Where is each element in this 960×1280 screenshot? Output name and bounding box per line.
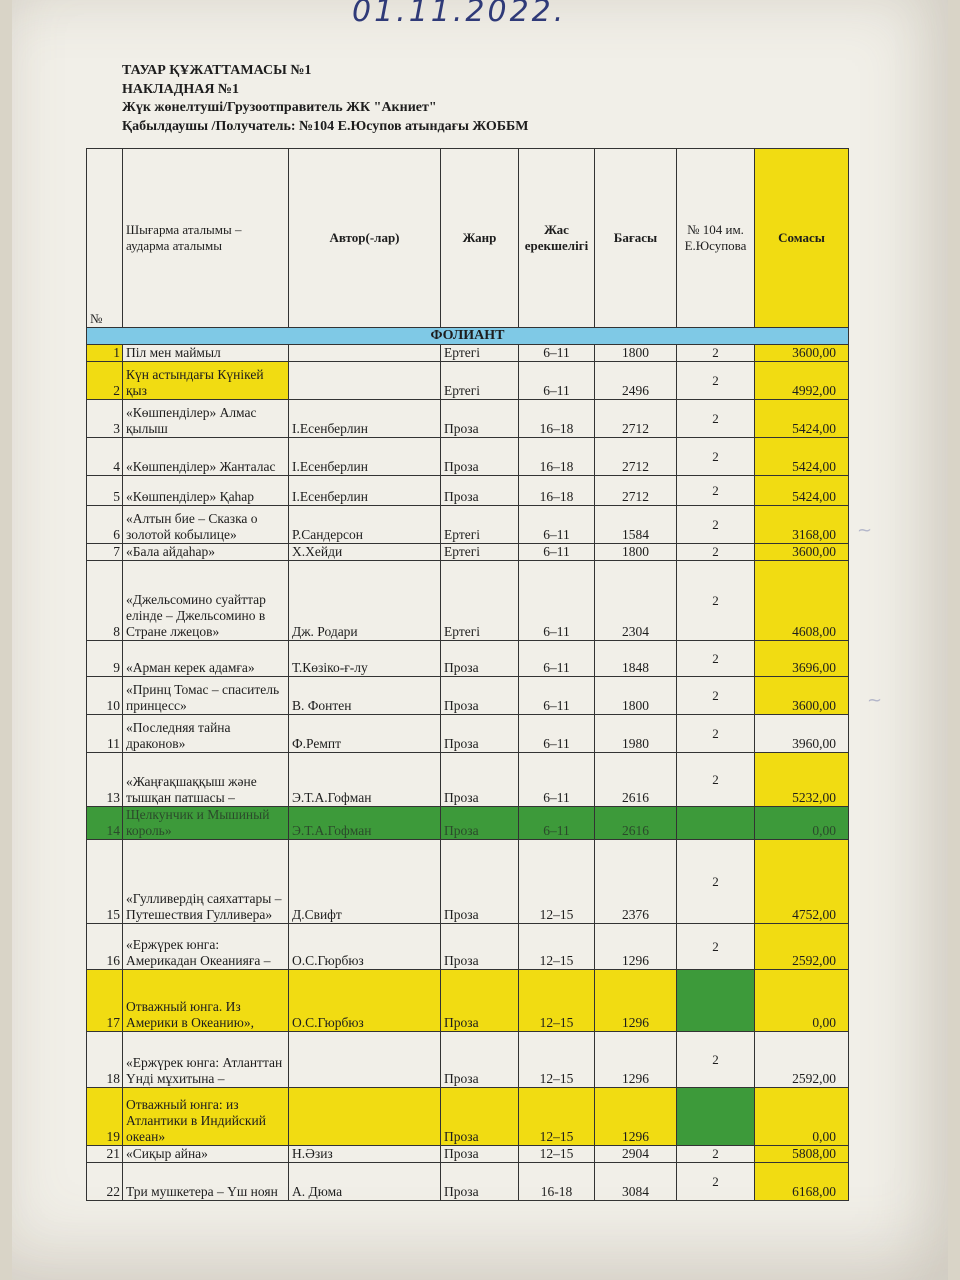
cell-genre: Ертегі [441,362,519,400]
table-row [87,641,849,677]
cell-n: 18 [87,1032,123,1088]
cell-qty: 2 [677,840,755,924]
cell-age: 6–11 [519,362,595,400]
cell-age: 16–18 [519,400,595,438]
cell-title: Отважный юнга. Из Америки в Океанию», [123,970,289,1032]
cell-sum: 3600,00 [755,677,849,715]
cell-title: «Ержүрек юнга: Атланттан Үнді мұхитына – [123,1032,289,1088]
cell-n: 7 [87,544,123,561]
cell-n: 4 [87,438,123,476]
cell-author: І.Есенберлин [289,400,441,438]
cell-sum: 3168,00 [755,506,849,544]
cell-n: 6 [87,506,123,544]
cell-qty: 2 [677,715,755,753]
table-header-row [87,149,849,328]
cell-price: 2712 [595,438,677,476]
cell-age: 12–15 [519,1032,595,1088]
cell-genre: Ертегі [441,506,519,544]
cell-age: 16-18 [519,1163,595,1201]
invoice-table-wrap [86,148,848,1201]
cell-price: 2496 [595,362,677,400]
table-body [87,328,849,1201]
cell-sum: 2592,00 [755,1032,849,1088]
col-author: Автор(-лар) [289,149,441,328]
cell-sum: 5424,00 [755,476,849,506]
cell-sum: 4752,00 [755,840,849,924]
cell-sum: 4608,00 [755,561,849,641]
section-row [87,328,849,345]
col-school: № 104 им. Е.Юсупова [677,149,755,328]
section-label: ФОЛИАНТ [87,328,849,345]
cell-price: 1296 [595,1032,677,1088]
cell-title: Піл мен маймыл [123,345,289,362]
cell-price: 1848 [595,641,677,677]
header-sender: Жүк жөнелтуші/Грузоотправитель ЖК "Акниет" [122,100,437,115]
cell-n: 16 [87,924,123,970]
cell-n: 2 [87,362,123,400]
cell-genre: Проза [441,641,519,677]
cell-title: «Гулливердің саяхаттары – Путешествия Гулливера» [123,840,289,924]
invoice-table [86,148,849,1201]
cell-author: Э.Т.А.Гофман [289,753,441,807]
col-num: № [87,149,123,328]
cell-author [289,345,441,362]
cell-genre: Проза [441,1088,519,1146]
cell-title: «Көшпенділер» Қаһар [123,476,289,506]
cell-author: Д.Свифт [289,840,441,924]
cell-age: 12–15 [519,1088,595,1146]
table-row [87,970,849,1032]
cell-genre: Ертегі [441,544,519,561]
cell-sum: 3960,00 [755,715,849,753]
pencil-mark: ~ [867,690,883,711]
cell-genre: Проза [441,753,519,807]
cell-sum: 0,00 [755,1088,849,1146]
cell-n: 11 [87,715,123,753]
cell-price: 2712 [595,400,677,438]
cell-price: 2712 [595,476,677,506]
pencil-mark: ~ [857,520,873,541]
cell-title: «Арман керек адамға» [123,641,289,677]
cell-age: 6–11 [519,807,595,840]
cell-genre: Проза [441,1032,519,1088]
table-row [87,1088,849,1146]
cell-sum: 5808,00 [755,1146,849,1163]
cell-author: О.С.Гюрбюз [289,924,441,970]
table-row [87,544,849,561]
col-title: Шығарма аталымы – аударма аталымы [123,149,289,328]
cell-qty [677,807,755,840]
cell-author: І.Есенберлин [289,476,441,506]
col-age: Жас ерекшелігі [519,149,595,328]
cell-title: Три мушкетера – Үш ноян [123,1163,289,1201]
table-row [87,438,849,476]
cell-sum: 5424,00 [755,438,849,476]
col-sum: Сомасы [755,149,849,328]
cell-n: 14 [87,807,123,840]
cell-author: Дж. Родари [289,561,441,641]
cell-sum: 0,00 [755,807,849,840]
cell-genre: Проза [441,1146,519,1163]
header-title-kz: ТАУАР ҚҰЖАТТАМАСЫ №1 [122,63,312,78]
cell-sum: 5424,00 [755,400,849,438]
cell-sum: 2592,00 [755,924,849,970]
cell-age: 12–15 [519,840,595,924]
cell-n: 21 [87,1146,123,1163]
cell-qty: 2 [677,924,755,970]
cell-genre: Проза [441,438,519,476]
cell-genre: Проза [441,400,519,438]
cell-qty: 2 [677,753,755,807]
cell-price: 1800 [595,677,677,715]
table-row [87,362,849,400]
cell-genre: Проза [441,476,519,506]
cell-price: 1800 [595,345,677,362]
cell-age: 16–18 [519,438,595,476]
cell-author: Н.Әзиз [289,1146,441,1163]
table-row [87,400,849,438]
cell-title: «Сиқыр айна» [123,1146,289,1163]
cell-title: «Алтын бие – Сказка о золотой кобылице» [123,506,289,544]
table-row [87,807,849,840]
cell-sum: 6168,00 [755,1163,849,1201]
cell-genre: Ертегі [441,561,519,641]
cell-qty: 2 [677,1032,755,1088]
cell-qty: 2 [677,345,755,362]
cell-price: 1296 [595,970,677,1032]
cell-price: 1980 [595,715,677,753]
cell-price: 2376 [595,840,677,924]
cell-age: 6–11 [519,715,595,753]
cell-price: 1800 [595,544,677,561]
cell-genre: Проза [441,677,519,715]
cell-author: Р.Сандерсон [289,506,441,544]
cell-title: «Көшпенділер» Алмас қылыш [123,400,289,438]
col-price: Бағасы [595,149,677,328]
cell-n: 10 [87,677,123,715]
table-row [87,840,849,924]
cell-author: А. Дюма [289,1163,441,1201]
cell-price: 2304 [595,561,677,641]
cell-qty: 2 [677,438,755,476]
cell-n: 13 [87,753,123,807]
cell-author [289,1088,441,1146]
cell-n: 5 [87,476,123,506]
cell-genre: Ертегі [441,345,519,362]
cell-qty: 2 [677,544,755,561]
cell-author: Ф.Ремпт [289,715,441,753]
cell-genre: Проза [441,924,519,970]
cell-title: «Последняя тайна драконов» [123,715,289,753]
table-row [87,1163,849,1201]
cell-genre: Проза [441,807,519,840]
cell-title: «Жаңғақшаққыш және тышқан патшасы – [123,753,289,807]
cell-sum: 5232,00 [755,753,849,807]
cell-title: Щелкунчик и Мышиный король» [123,807,289,840]
cell-n: 8 [87,561,123,641]
cell-n: 17 [87,970,123,1032]
cell-sum: 4992,00 [755,362,849,400]
cell-age: 12–15 [519,924,595,970]
cell-sum: 3600,00 [755,345,849,362]
cell-qty: 2 [677,506,755,544]
cell-n: 1 [87,345,123,362]
cell-qty: 2 [677,1163,755,1201]
cell-qty: 2 [677,1146,755,1163]
cell-title: «Принц Томас – спаситель принцесс» [123,677,289,715]
cell-age: 6–11 [519,677,595,715]
cell-n: 9 [87,641,123,677]
cell-author [289,362,441,400]
cell-sum: 3696,00 [755,641,849,677]
cell-price: 2616 [595,753,677,807]
cell-author: В. Фонтен [289,677,441,715]
cell-n: 19 [87,1088,123,1146]
table-row [87,1146,849,1163]
cell-n: 22 [87,1163,123,1201]
cell-price: 3084 [595,1163,677,1201]
cell-sum: 3600,00 [755,544,849,561]
cell-age: 6–11 [519,641,595,677]
table-row [87,506,849,544]
cell-age: 6–11 [519,345,595,362]
cell-age: 12–15 [519,970,595,1032]
cell-genre: Проза [441,840,519,924]
cell-price: 2616 [595,807,677,840]
table-row [87,753,849,807]
cell-genre: Проза [441,1163,519,1201]
cell-qty: 2 [677,476,755,506]
cell-title: «Көшпенділер» Жанталас [123,438,289,476]
cell-n: 3 [87,400,123,438]
cell-age: 6–11 [519,561,595,641]
cell-n: 15 [87,840,123,924]
handwritten-date: 01.11.2022. [352,0,567,29]
cell-qty: 2 [677,561,755,641]
cell-price: 1296 [595,924,677,970]
cell-author: О.С.Гюрбюз [289,970,441,1032]
table-row [87,924,849,970]
cell-sum: 0,00 [755,970,849,1032]
cell-qty: 2 [677,677,755,715]
cell-title: «Бала айдаһар» [123,544,289,561]
table-row [87,476,849,506]
cell-author: Т.Көзіко-ғ-лу [289,641,441,677]
cell-genre: Проза [441,715,519,753]
cell-age: 16–18 [519,476,595,506]
table-row [87,715,849,753]
col-genre: Жанр [441,149,519,328]
cell-author: Х.Хейди [289,544,441,561]
cell-author: І.Есенберлин [289,438,441,476]
cell-author [289,1032,441,1088]
cell-qty: 2 [677,362,755,400]
cell-price: 1584 [595,506,677,544]
table-row [87,1032,849,1088]
cell-title: «Джельсомино суайттар елінде – Джельсомино в Стране лжецов» [123,561,289,641]
cell-title: Отважный юнга: из Атлантики в Индийский океан» [123,1088,289,1146]
cell-price: 2904 [595,1146,677,1163]
cell-qty [677,1088,755,1146]
cell-qty [677,970,755,1032]
cell-author: Э.Т.А.Гофман [289,807,441,840]
cell-price: 1296 [595,1088,677,1146]
cell-title: Күн астындағы Күнікей қыз [123,362,289,400]
cell-age: 12–15 [519,1146,595,1163]
cell-genre: Проза [441,970,519,1032]
cell-age: 6–11 [519,753,595,807]
table-row [87,677,849,715]
cell-age: 6–11 [519,544,595,561]
cell-qty: 2 [677,641,755,677]
header-title-ru: НАКЛАДНАЯ №1 [122,81,240,97]
cell-qty: 2 [677,400,755,438]
document-sheet [12,0,948,1280]
document-header [122,62,529,136]
table-row [87,345,849,362]
cell-title: «Ержүрек юнга: Америкадан Океанияға – [123,924,289,970]
cell-age: 6–11 [519,506,595,544]
header-receiver: Қабылдаушы /Получатель: №104 Е.Юсупов атындағы ЖОББМ [122,118,529,134]
table-row [87,561,849,641]
